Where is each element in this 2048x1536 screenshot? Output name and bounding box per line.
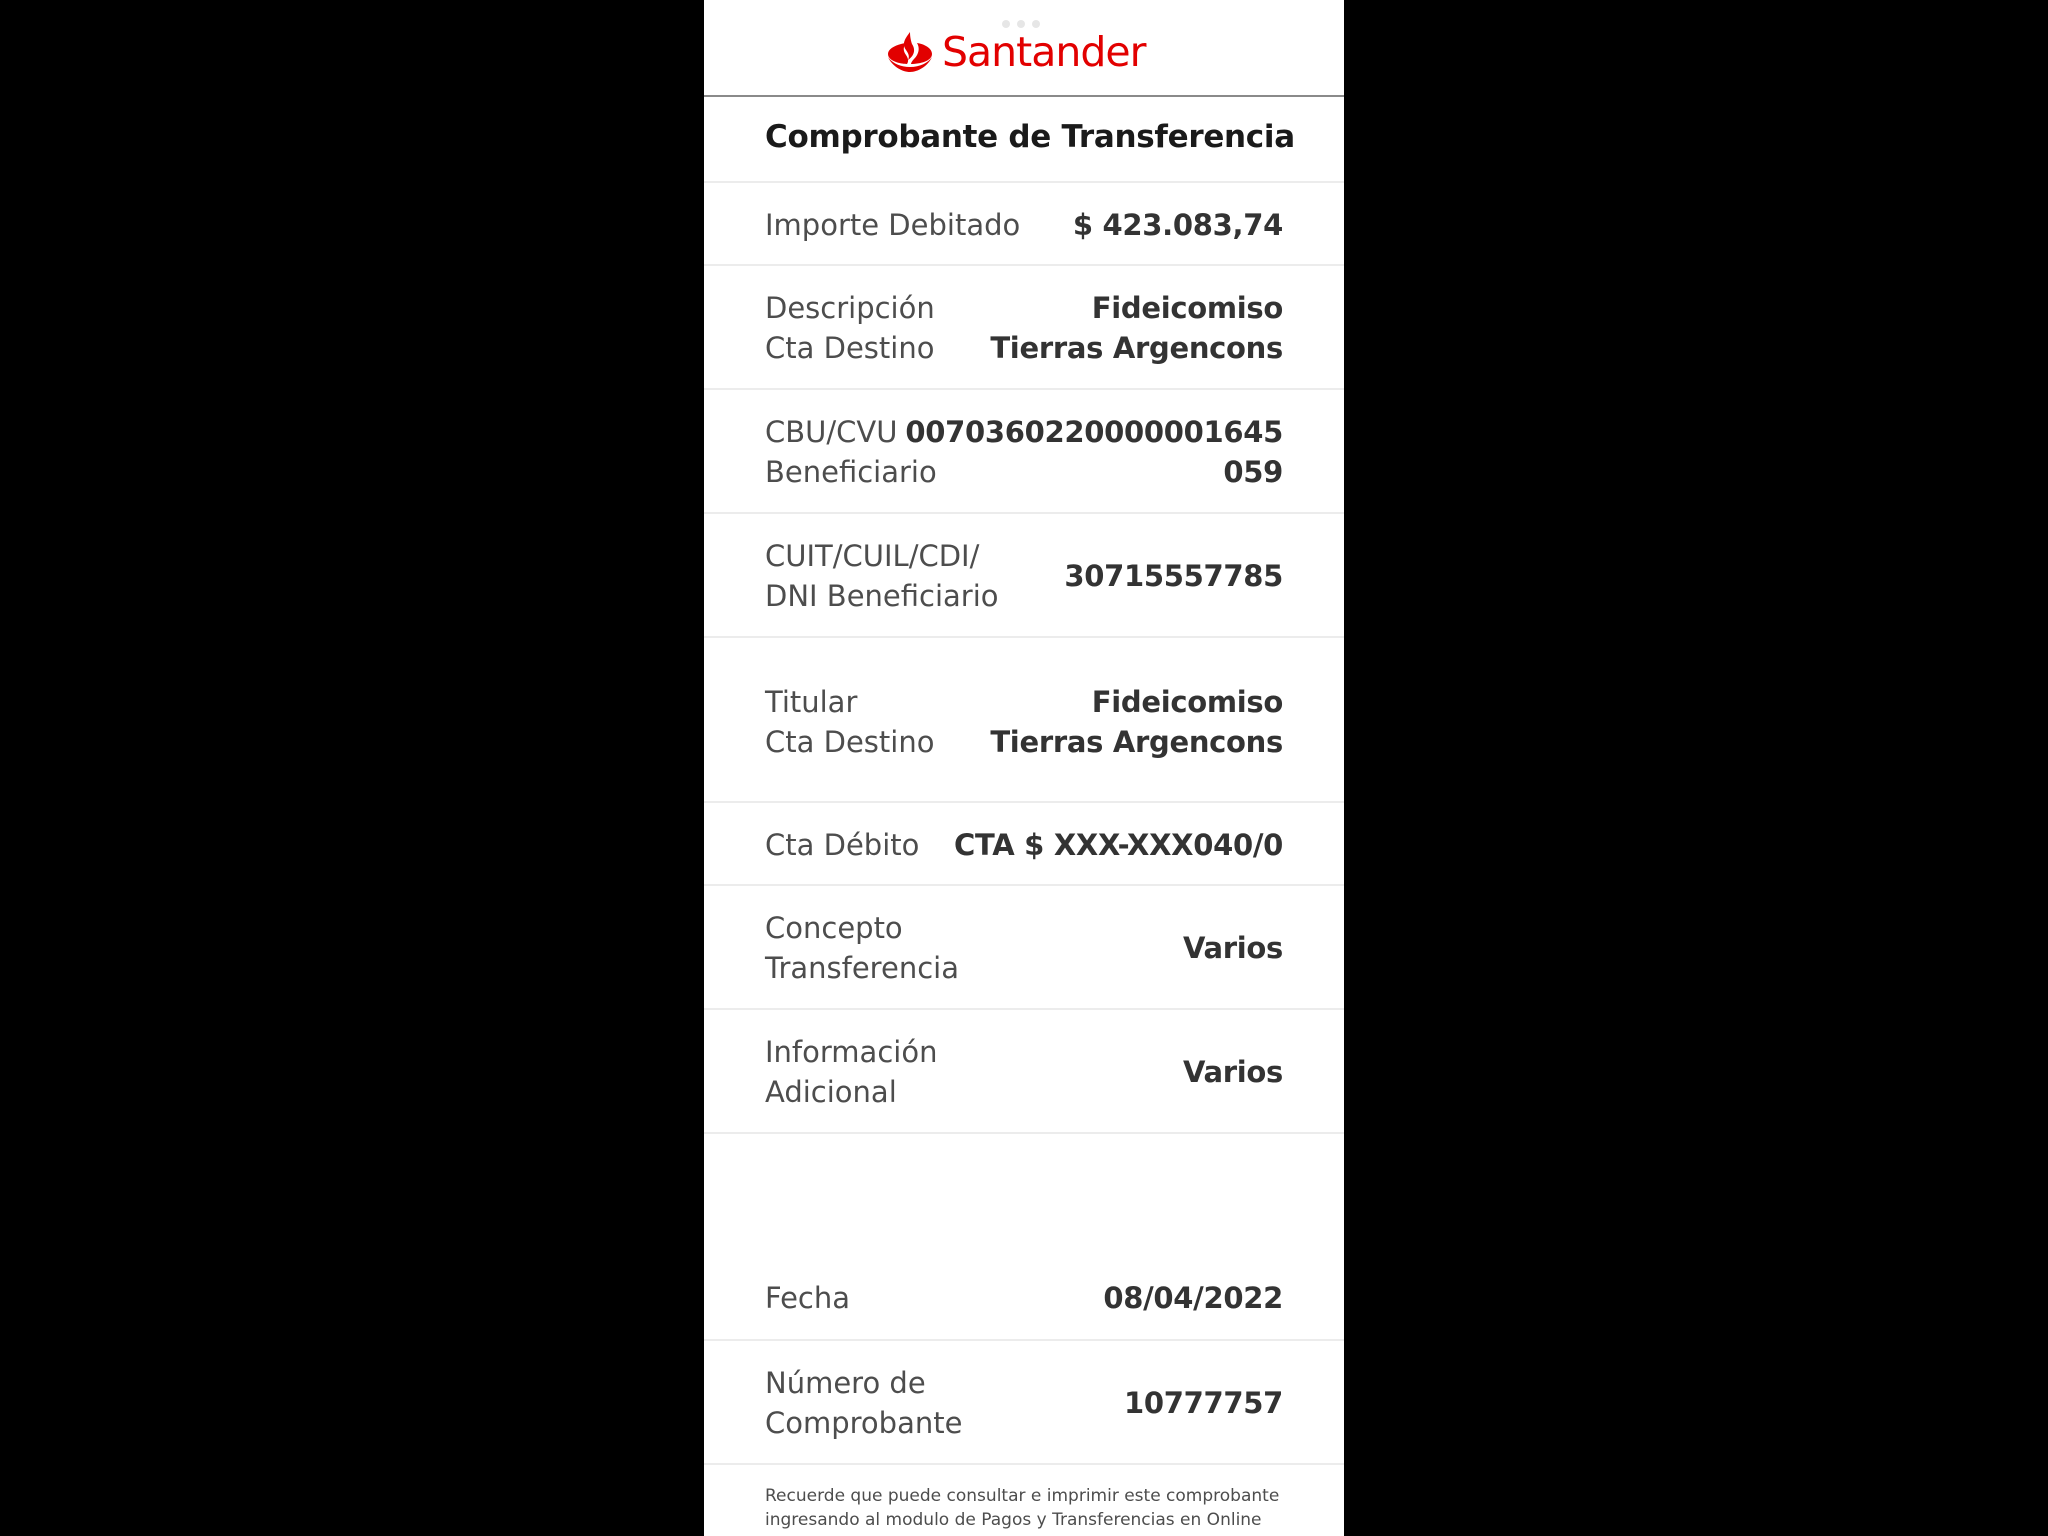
- row-concepto-transferencia: [704, 886, 1344, 1010]
- row-value: Varios: [1182, 1055, 1283, 1089]
- row-numero-comprobante: [704, 1341, 1344, 1465]
- row-value: 0070360220000001645 059: [905, 415, 1283, 489]
- camera-notch: [1002, 20, 1040, 28]
- row-value: 08/04/2022: [1103, 1281, 1283, 1315]
- title-row: [704, 97, 1344, 183]
- santander-logo: [886, 28, 1145, 76]
- row-value: Fideicomiso Tierras Argencons: [990, 291, 1283, 365]
- santander-flame-icon: [886, 30, 934, 74]
- row-label: Descripción Cta Destino: [765, 291, 935, 365]
- row-value: CTA $ XXX-XXX040/0: [954, 828, 1283, 862]
- row-value: Fideicomiso Tierras Argencons: [990, 685, 1283, 759]
- row-fecha: [704, 1134, 1344, 1341]
- row-label: CUIT/CUIL/CDI/ DNI Beneficiario: [765, 539, 999, 613]
- row-label: Número de Comprobante: [765, 1366, 963, 1440]
- row-cuit-beneficiario: [704, 514, 1344, 638]
- row-label: Titular Cta Destino: [765, 685, 935, 759]
- row-value: 10777757: [1123, 1386, 1283, 1420]
- row-label: Información Adicional: [765, 1035, 938, 1109]
- row-descripcion-cta-destino: [704, 266, 1344, 390]
- row-label: CBU/CVU Beneficiario: [765, 415, 937, 489]
- row-titular-cta-destino: [704, 638, 1344, 803]
- row-label: Importe Debitado: [765, 208, 1021, 242]
- brand-name: Santander: [942, 28, 1146, 76]
- receipt-screen: [704, 0, 1344, 1536]
- row-value: $ 423.083,74: [1072, 208, 1283, 242]
- row-label: Cta Débito: [765, 828, 920, 862]
- footer-note: Recuerde que puede consultar e imprimir este comprobante ingresando al modulo de Pagos y Transferencias en Online: [765, 1486, 1280, 1530]
- row-value: 30715557785: [1064, 559, 1283, 593]
- row-importe-debitado: [704, 183, 1344, 266]
- row-value: Varios: [1182, 931, 1283, 965]
- row-cbu-cvu: [704, 390, 1344, 514]
- page-title: Comprobante de Transferencia: [765, 119, 1295, 155]
- row-cta-debito: [704, 803, 1344, 886]
- row-label: Fecha: [765, 1281, 851, 1315]
- app-header: [704, 0, 1344, 97]
- row-informacion-adicional: [704, 1010, 1344, 1134]
- row-label: Concepto Transferencia: [765, 911, 959, 985]
